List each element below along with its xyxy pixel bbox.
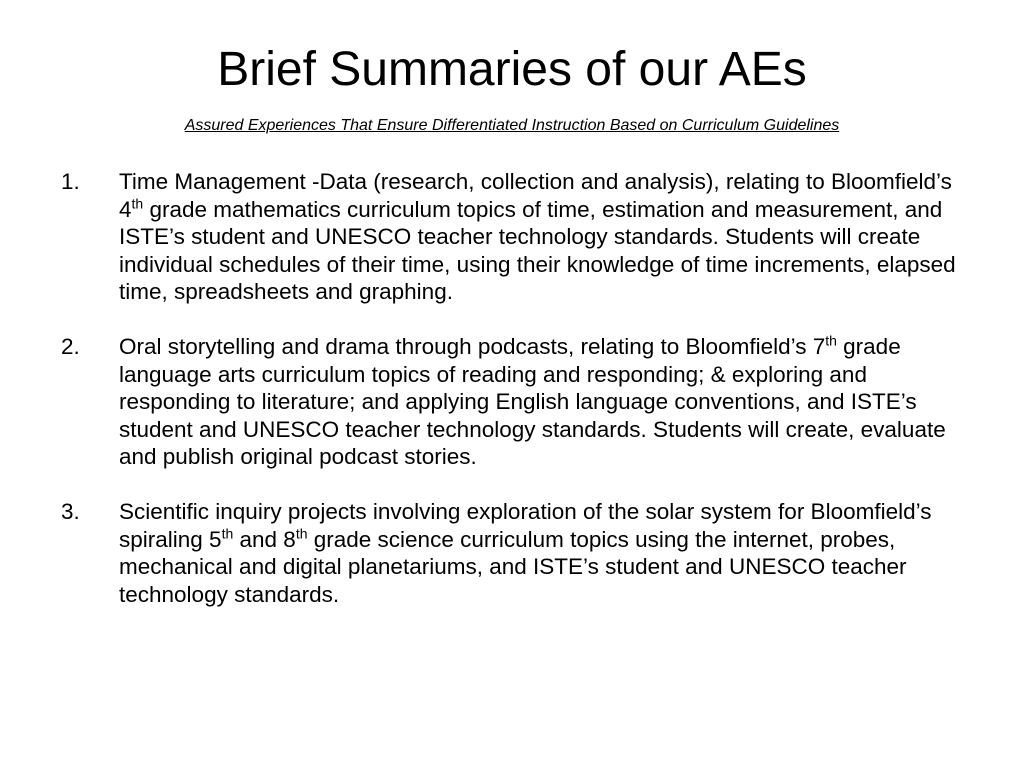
ordinal-suffix: th — [295, 525, 308, 541]
ordinal-suffix: th — [131, 195, 144, 211]
item-text — [119, 169, 956, 304]
item-text-part: grade language arts curriculum topics of reading and responding; & exploring and responding to literature; and applying English language conventions, and ISTE’s student and UNESCO teacher technology standards. Students will create, evaluate and publish original podcast stories. — [119, 334, 946, 469]
summary-list — [0, 168, 1024, 636]
ordinal-suffix: th — [825, 332, 837, 349]
item-text-part: Scientific inquiry projects involving exploration of the solar system for Bloomfield’s spiraling 5 — [119, 499, 932, 552]
item-text-part: grade mathematics curriculum topics of time, estimation and measurement, and ISTE’s student and UNESCO teacher technology standards. Students will create individual schedules of their time, using their knowledge of time increments, elapsed time, spreadsheets and graphing. — [119, 196, 956, 304]
ordinal-suffix: th — [221, 525, 234, 541]
item-text — [119, 499, 931, 607]
item-text — [119, 334, 946, 469]
slide-title: Brief Summaries of our AEs — [217, 43, 807, 96]
slide-subtitle: Assured Experiences That Ensure Differentiated Instruction Based on Curriculum Guidelines — [184, 117, 840, 134]
item-number: 3. — [61, 499, 80, 524]
item-text-part: Time Management -Data (research, collection and analysis), relating to Bloomfield’s 4 — [119, 169, 952, 222]
item-number: 1. — [61, 169, 80, 194]
item-text-part: grade science curriculum topics using the internet, probes, mechanical and digital planetariums, and ISTE’s student and UNESCO teacher technology standards. — [119, 526, 907, 607]
item-text-part: and 8 — [233, 526, 296, 552]
list-item-1 — [0, 168, 1024, 306]
list-item-3 — [0, 498, 1024, 608]
list-item-2 — [0, 333, 1024, 471]
item-text-part: Oral storytelling and drama through podcasts, relating to Bloomfield’s 7 — [119, 334, 826, 359]
item-number: 2. — [61, 334, 80, 359]
